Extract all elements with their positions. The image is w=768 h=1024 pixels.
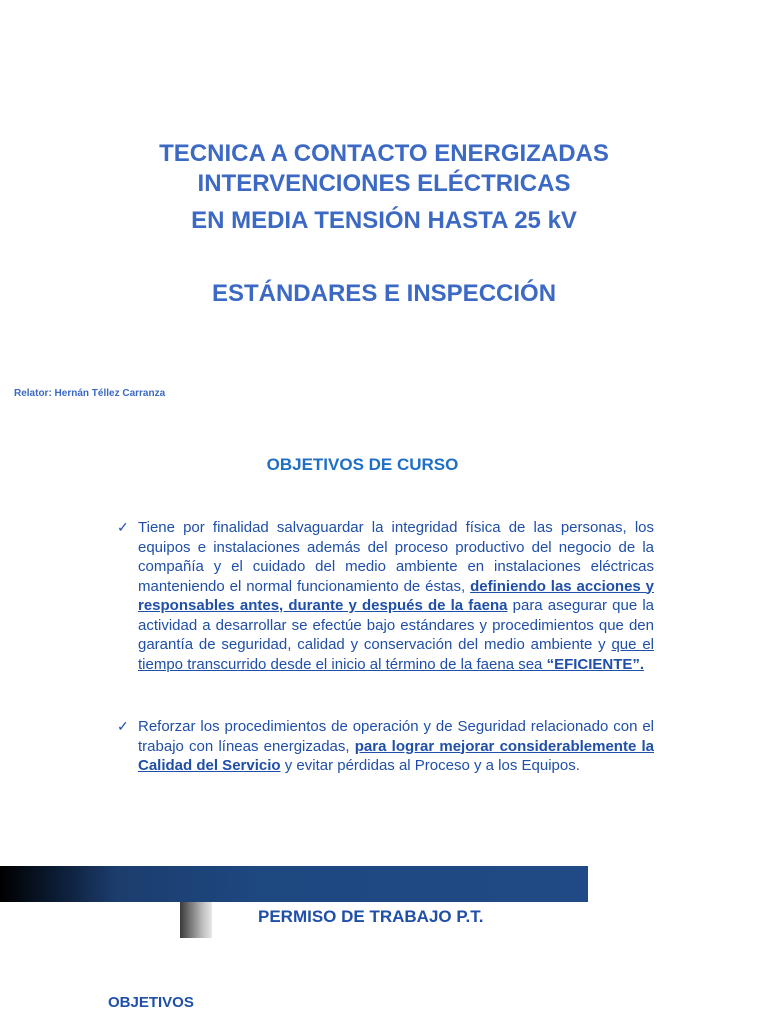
subtitle: ESTÁNDARES E INSPECCIÓN <box>211 280 557 307</box>
bullet-1 <box>117 518 654 674</box>
decorative-gradient-block <box>180 902 212 938</box>
bullet-1-eficiente: “EFICIENTE”. <box>546 655 645 673</box>
bullet-2-highlight: para lograr mejorar considerablemente la Calidad del Servicio <box>138 737 654 774</box>
bullet-1-text <box>138 518 654 674</box>
bullet-2 <box>117 717 654 776</box>
bullet-2-text <box>138 717 654 776</box>
bullet-1-part-3: para asegurar que la actividad a desarrollar se efectúe bajo estándares y procedimientos que den garantía de seguridad, calidad y conservación del medio ambiente y <box>138 597 654 653</box>
title-line-1: TECNICA A CONTACTO ENERGIZADAS <box>159 140 609 167</box>
bullet-1-highlight-1: definiendo las acciones y responsables antes, durante y después de la faena <box>138 577 654 614</box>
checkmark-icon: ✓ <box>117 718 129 734</box>
title-line-3: EN MEDIA TENSIÓN HASTA 25 kV <box>191 207 577 234</box>
bullet-1-part-1: Tiene por finalidad salvaguardar la integridad física de las personas, los equipos e instalaciones además del proceso productivo del negocio de la compañía y el cuidado del medio ambiente en instalaciones eléctricas manteniendo el normal funcionamiento de éstas, <box>138 519 654 595</box>
bullet-1-underlined: que el tiempo transcurrido desde el inicio al término de la faena sea <box>138 636 654 673</box>
bullet-2-part-3: y evitar pérdidas al Proceso y a los Equipos. <box>280 757 580 774</box>
objetivos-heading: OBJETIVOS <box>108 994 194 1011</box>
objetivos-curso-heading: OBJETIVOS DE CURSO <box>266 455 459 474</box>
header-band <box>0 866 588 902</box>
title-line-2: INTERVENCIONES ELÉCTRICAS <box>197 170 571 197</box>
permiso-heading: PERMISO DE TRABAJO P.T. <box>258 907 484 926</box>
bullet-2-part-1: Reforzar los procedimientos de operación y de Seguridad relacionado con el trabajo con líneas energizadas, <box>138 718 654 755</box>
relator: Relator: Hernán Téllez Carranza <box>14 388 166 399</box>
checkmark-icon: ✓ <box>117 519 129 535</box>
